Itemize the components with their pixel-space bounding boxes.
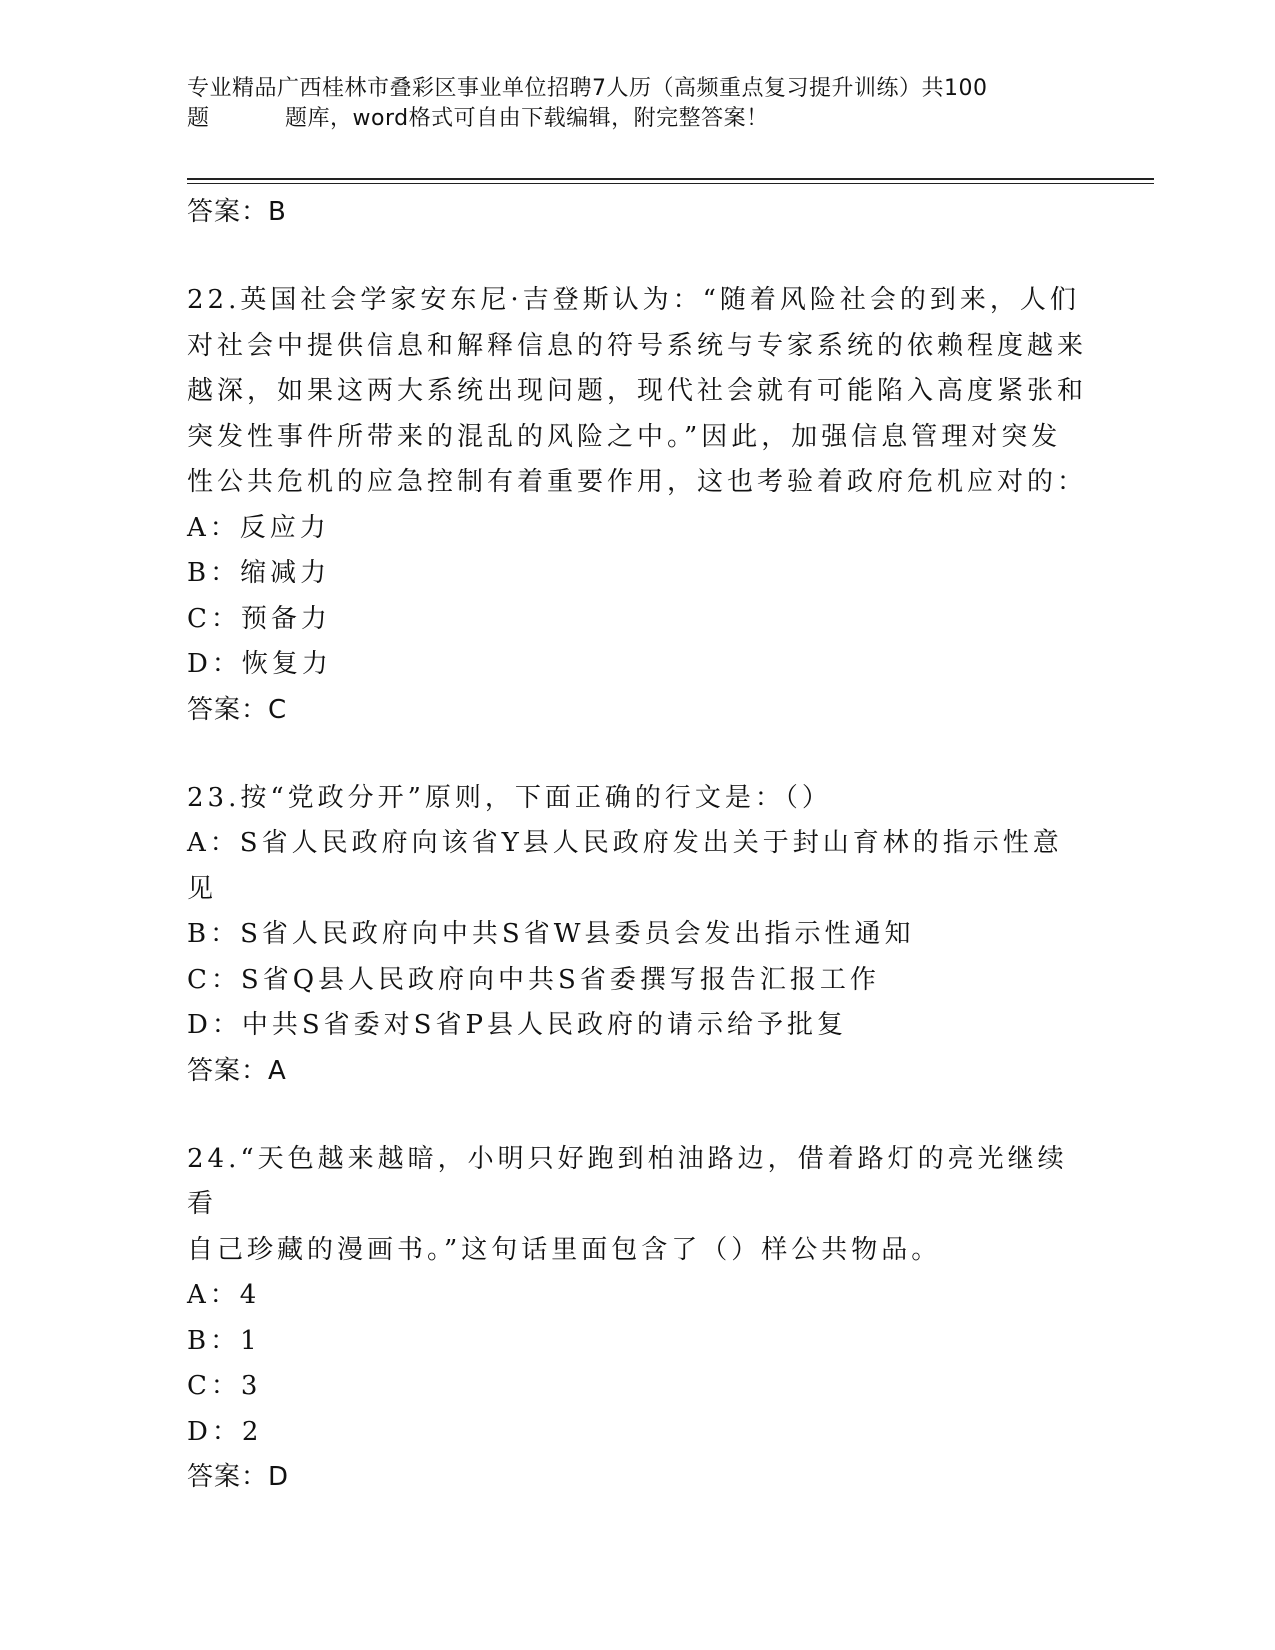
question-text-line: 23.按“党政分开”原则，下面正确的行文是：（）	[187, 782, 832, 813]
previous-answer: 答案：B	[187, 197, 287, 227]
option-c: C：S省Q县人民政府向中共S省委撰写报告汇报工作	[187, 964, 880, 995]
page-header	[187, 74, 1087, 134]
question-text-line: 自己珍藏的漫画书。”这句话里面包含了（）样公共物品。	[187, 1234, 942, 1265]
question-text-line: 24.“天色越来越暗，小明只好跑到柏油路边，借着路灯的亮光继续看	[187, 1143, 1068, 1219]
header-line2-text: 题库，word格式可自由下载编辑，附完整答案！	[285, 106, 769, 131]
question-22	[187, 278, 1087, 732]
option-a: A：反应力	[187, 512, 330, 543]
question-23	[187, 776, 1087, 1093]
answer: 答案：A	[187, 1055, 287, 1086]
question-text-line: 性公共危机的应急控制有着重要作用，这也考验着政府危机应对的：	[187, 467, 1088, 497]
option-c: C：预备力	[187, 603, 331, 634]
question-text-line: 越深，如果这两大系统出现问题，现代社会就有可能陷入高度紧张和	[187, 376, 1088, 406]
question-text-line: 对社会中提供信息和解释信息的符号系统与专家系统的依赖程度越来	[187, 330, 1088, 361]
answer: 答案：C	[187, 694, 288, 725]
option-a: A：S省人民政府向该省Y县人民政府发出关于封山育林的指示性意见	[187, 828, 1063, 904]
option-a: A：4	[187, 1280, 261, 1310]
option-d: D：中共S省委对S省P县人民政府的请示给予批复	[187, 1010, 847, 1040]
option-d: D：2	[187, 1416, 263, 1447]
question-text-line: 22.英国社会学家安东尼·吉登斯认为：“随着风险社会的到来，人们	[187, 285, 1080, 315]
answer: 答案：D	[187, 1462, 290, 1492]
document-body	[187, 190, 1087, 1499]
option-b: B：1	[187, 1325, 261, 1356]
option-b: B：缩减力	[187, 558, 331, 588]
header-title-line2	[187, 104, 1087, 134]
header-title-line1: 专业精品广西桂林市叠彩区事业单位招聘7人历（高频重点复习提升训练）共100	[187, 76, 988, 101]
header-divider-thin	[187, 183, 1154, 184]
option-d: D：恢复力	[187, 649, 332, 679]
option-c: C：3	[187, 1371, 262, 1401]
question-text-line: 突发性事件所带来的混乱的风险之中。”因此，加强信息管理对突发	[187, 421, 1062, 452]
header-line2-lead: 题	[187, 106, 210, 131]
question-24	[187, 1137, 1087, 1500]
header-divider-thick	[187, 178, 1154, 180]
option-b: B：S省人民政府向中共S省W县委员会发出指示性通知	[187, 919, 915, 949]
